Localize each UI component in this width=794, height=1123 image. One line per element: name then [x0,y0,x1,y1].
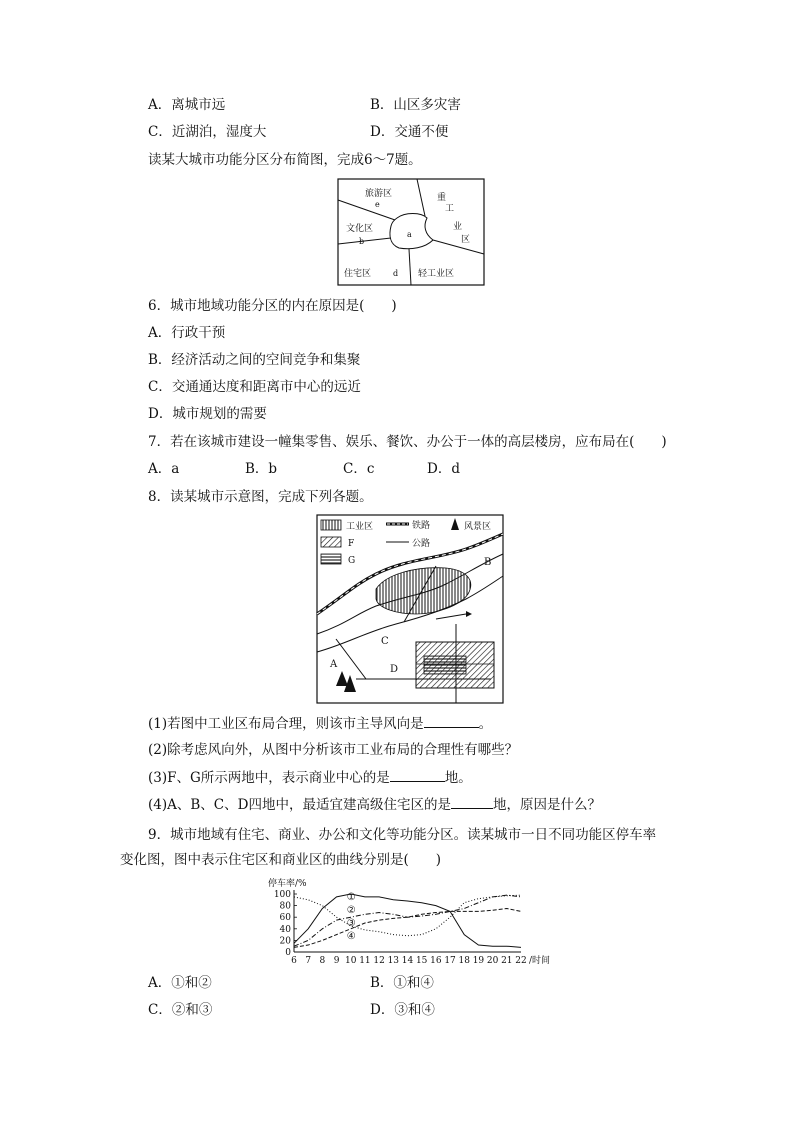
q9-stem-line1: 9．城市地域有住宅、商业、办公和文化等功能分区。读某城市一日不同功能区停车率 [148,827,657,843]
chart-x-tick-label: 22 [515,956,527,966]
q8-stem: 8．读某城市示意图，完成下列各题。 [148,489,373,505]
intro-6-7: 读某大城市功能分区分布简图，完成6～7题。 [148,152,422,168]
q5-option-d: D．交通不便 [370,124,449,140]
legend-f-swatch [321,537,341,547]
legend-g-label: G [348,556,356,566]
chart-x-tick-label: 16 [430,956,442,966]
zone-g [424,656,466,674]
label-b: B [484,557,492,568]
chart-y-tick-label: 80 [279,901,291,912]
q6-option-a: A．行政干预 [148,325,226,341]
q8-sub1-blank[interactable] [424,714,479,728]
chart-x-tick-label: 12 [373,956,385,966]
heavy-industry-char-1: 重 [437,193,447,203]
tourism-label: 旅游区 [365,189,393,199]
q7-option-c: C．c [343,461,375,477]
label-a: A [330,659,338,670]
chart-x-tick-label: 6 [291,956,297,966]
q8-sub1 [148,714,492,733]
q6-option-b: B．经济活动之间的空间竞争和集聚 [148,352,361,368]
q8-sub3-text: (3)F、G所示两地中，表示商业中心的是 [148,770,390,786]
q9-option-d: D．③和④ [370,1002,435,1018]
chart-x-tick-label: 15 [415,956,428,966]
chart-x-tick-label: 21 [501,956,513,966]
legend-railway-label: 铁路 [412,521,431,531]
q8-sub3-blank[interactable] [390,768,445,782]
residential-letter: d [393,269,399,278]
tourism-letter: e [375,200,380,209]
q7-option-a: A．a [148,461,180,477]
q8-sub1-end: 。 [478,716,493,732]
heavy-industry-char-3: 业 [453,222,463,232]
q8-sub3 [148,768,472,787]
chart-x-tick-label: 13 [387,956,400,966]
label-c: C [381,636,389,647]
q7-stem: 7．若在该城市建设一幢集零售、娱乐、餐饮、办公于一体的高层楼房，应布局在( ) [148,434,667,450]
q8-sub4-blank[interactable] [451,795,493,809]
chart-x-tick-label: 17 [444,956,456,966]
chart-y-tick-label: 40 [279,924,291,935]
chart-series-line-1 [294,894,521,947]
chart-series-label-1: ① [346,892,356,903]
chart-x-tick-label: 11 [359,956,371,966]
chart-x-tick-label: 20 [486,956,499,966]
q9-stem-line2: 变化图，图中表示住宅区和商业区的曲线分别是( ) [120,852,442,868]
heavy-industry-char-2: 工 [445,204,455,214]
chart-x-tick-label: 18 [458,956,470,966]
q5-option-a: A．离城市远 [148,97,226,113]
chart-x-tick-label: 8 [319,956,326,966]
legend-f-label: F [348,539,355,549]
chart-series-line-2 [294,895,521,946]
q8-sub4-end: 地，原因是什么？ [492,797,601,813]
light-industry-label: 轻工业区 [418,269,455,279]
q5-option-b: B．山区多灾害 [370,97,461,113]
parking-rate-chart [266,874,566,968]
chart-series-line-3 [294,909,521,948]
q7-option-b: B．b [245,461,278,477]
residential-label: 住宅区 [344,269,372,279]
chart-series-label-4: ④ [346,931,356,942]
legend-g-swatch [321,554,341,564]
city-schematic-map [316,514,504,704]
chart-y-tick-label: 100 [273,890,291,900]
q8-sub3-end: 地。 [444,770,472,786]
q6-option-c: C．交通通达度和距离市中心的远近 [148,379,361,395]
chart-y-tick-label: 60 [279,913,291,924]
chart-xlabel: /时间 [529,956,551,966]
chart-x-tick-label: 9 [333,956,340,966]
chart-x-tick-label: 7 [305,956,312,966]
city-zone-map [337,178,485,286]
label-d: D [390,664,399,675]
chart-y-tick-label: 0 [285,948,291,958]
q9-option-c: C．②和③ [148,1002,213,1018]
q9-option-b: B．①和④ [370,975,434,991]
q8-sub4 [148,795,601,814]
q8-sub2: (2)除考虑风向外，从图中分析该市工业布局的合理性有哪些？ [148,742,519,758]
q8-sub4-text: (4)A、B、C、D四地中，最适宜建高级住宅区的是 [148,797,451,813]
chart-series-label-3: ③ [346,918,356,929]
chart-series-label-2: ② [346,905,356,916]
center-letter: a [407,230,412,239]
culture-letter: b [359,237,365,246]
chart-x-tick-label: 10 [345,956,357,966]
q6-stem: 6．城市地域功能分区的内在原因是( ) [148,298,397,314]
legend-scenic-label: 风景区 [464,522,492,532]
q5-option-c: C．近湖泊，湿度大 [148,124,267,140]
legend-highway-label: 公路 [412,539,431,549]
heavy-industry-char-4: 区 [461,235,471,245]
q8-sub1-text: (1)若图中工业区布局合理，则该市主导风向是 [148,716,424,732]
q9-option-a: A．①和② [148,975,212,991]
chart-ylabel: 停车率/% [268,879,307,889]
legend-industry-label: 工业区 [346,522,374,532]
q7-option-d: D．d [427,461,460,477]
culture-label: 文化区 [346,224,374,234]
chart-x-tick-label: 14 [401,956,414,966]
chart-y-tick-label: 20 [279,936,291,947]
legend-industry-swatch [321,520,341,530]
q6-option-d: D．城市规划的需要 [148,406,267,422]
chart-x-tick-label: 19 [472,956,485,966]
